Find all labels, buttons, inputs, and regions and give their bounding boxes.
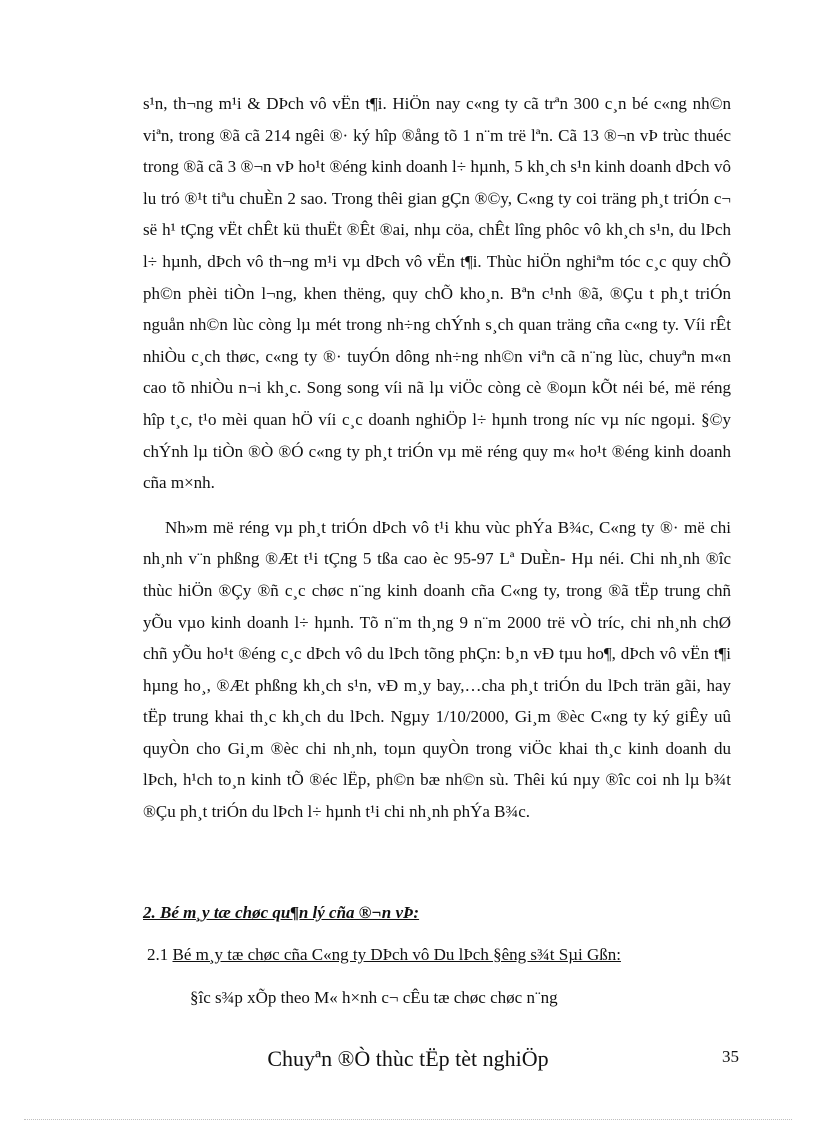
subsection-number: 2.1: [147, 945, 173, 964]
page-number: 35: [722, 1047, 739, 1066]
paragraph: s¹n, th¬ng m¹i & DÞch vô vËn t¶i. HiÖn nay c«ng ty cã trªn 300 c¸n bé c«ng nh©n viªn, trong ®ã cã 214 ngêi ®· ký hîp ®ång tõ 1 n¨m trë lªn. Cã 13 ®¬n vÞ trùc thuéc trong ®ã cã 3 ®¬n vÞ ho¹t ®éng kinh doanh l÷ hµnh, 5 kh¸ch s¹n kinh doanh dÞch vô lu tró ®¹t tiªu chuÈn 2 sao. Trong thêi gian gÇn ®©y, C«ng ty coi träng ph¸t triÓn c¬ së h¹ tÇng vËt chÊt kü thuËt ®Êt ®ai, nhµ cöa, chÊt lîng phôc vô kh¸ch s¹n, du lÞch l÷ hµnh, dÞch vô th¬ng m¹i vµ dÞch vô vËn t¶i. Thùc hiÖn nghiªm tóc c¸c quy chÕ ph©n phèi tiÒn l¬ng, khen thëng, quy chÕ kho¸n. Bªn c¹nh ®ã, ®Çu t ph¸t triÓn nguån nh©n lùc còng lµ mét trong nh÷ng chÝnh s¸ch quan träng cña c«ng ty. Víi rÊt nhiÒu c¸ch thøc, c«ng ty ®· tuyÓn dông nh÷ng nh©n viªn cã n¨ng lùc, chuyªn m«n cao tõ nhiÒu n¬i kh¸c. Song song víi nã lµ viÖc còng cè ®oµn kÕt néi bé, më réng hîp t¸c, t¹o mèi quan hÖ víi c¸c doanh nghiÖp l÷ hµnh trong níc vµ níc ngoµi. §©y chÝnh lµ tiÒn ®Ò ®Ó c«ng ty ph¸t triÓn vµ më réng quy m« ho¹t ®éng kinh doanh cña m×nh.: [143, 94, 731, 493]
subsection-title: Bé m¸y tæ chøc cña C«ng ty DÞch vô Du lÞch §êng s¾t Sµi Gßn:: [172, 945, 621, 964]
section-heading: 2. Bé m¸y tæ chøc qu¶n lý cña ®¬n vÞ:: [143, 903, 420, 922]
paragraph: Nh»m më réng vµ ph¸t triÓn dÞch vô t¹i khu vùc phÝa B¾c, C«ng ty ®· më chi nh¸nh v¨n phßng ®Æt t¹i tÇng 5 tßa cao èc 95-97 Lª DuÈn- Hµ néi. Chi nh¸nh ®îc thùc hiÖn ®Çy ®ñ c¸c chøc n¨ng kinh doanh cña C«ng ty, trong ®ã tËp trung chñ yÕu vµo kinh doanh l÷ hµnh. Tõ n¨m th¸ng 9 n¨m 2000 trë vÒ tríc, chi nh¸nh chØ chñ yÕu ho¹t ®éng c¸c dÞch vô du lÞch tõng phÇn: b¸n vÐ tµu ho¶, dÞch vô vËn t¶i hµng ho¸, ®Æt phßng kh¸ch s¹n, vÐ m¸y bay,…cha ph¸t triÓn du lÞch trän gãi, hay tËp trung khai th¸c kh¸ch du lÞch. Ngµy 1/10/2000, Gi¸m ®èc C«ng ty ký giÊy uû quyÒn cho Gi¸m ®èc chi nh¸nh, toµn quyÒn trong viÖc khai th¸c kinh doanh du lÞch, h¹ch to¸n kinh tÕ ®éc lËp, ph©n bæ nh©n sù. Thêi kú nµy ®îc coi nh lµ b¾t ®Çu ph¸t triÓn du lÞch l÷ hµnh t¹i chi nh¸nh phÝa B¾c.: [143, 517, 731, 822]
footer-title: Chuyªn ®Ò thùc tËp tèt nghiÖp: [267, 1046, 549, 1071]
page-bottom-border: [24, 1119, 792, 1120]
subsection-heading: [147, 945, 621, 965]
body-text: [143, 88, 731, 828]
subsection-text: §îc s¾p xÕp theo M« h×nh c¬ cÊu tæ chøc chøc n¨ng: [190, 988, 558, 1007]
